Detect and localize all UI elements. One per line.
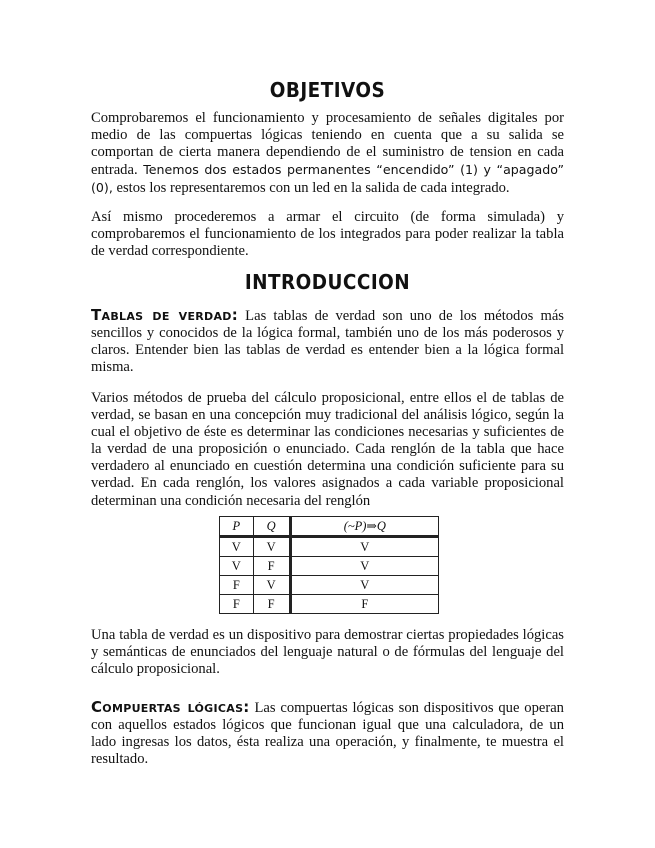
table-cell: V [220,537,254,557]
objetivos-paragraph-1 [91,110,564,197]
table-cell: V [290,576,438,595]
objetivos-heading: OBJETIVOS [269,78,386,102]
compuertas-logicas-lead: Compuertas lógicas: [91,698,250,716]
compuertas-logicas-text: Las compuertas lógicas son dispositivos que operan con aquellos estados lógicos que funcionan igual que una calculadora, de un lado ingresas los datos, ésta realiza una operación, y finalmente, te muestra el resultado. [91,700,564,768]
table-cell: V [290,557,438,576]
objetivos-paragraph-2: Así mismo procederemos a armar el circuito (de forma simulada) y comprobaremos el funcionamiento de los integrados para poder realizar la tabla de verdad correspondiente. [91,209,564,260]
table-cell: V [290,537,438,557]
objetivos-p1-text-b: Tenemos dos estados permanentes “encendido” (1) y “apagado” (0), [91,162,564,196]
metodos-paragraph: Varios métodos de prueba del cálculo proposicional, entre ellos el de tablas de verdad, se basan en una concepción muy tradicional del análisis lógico, según la cual el objetivo de éste es determinar las condiciones necesarias y suficientes de la verdad de una proposición o enunciado. Cada renglón de la tabla que hace verdadero al enunciado en cuestión determina una condición suficiente para su verdad. En cada renglón, los valores asignados a cada variable proposicional determinan una condición necesaria del renglón [91,390,564,509]
table-cell: F [253,595,290,614]
truth-table-header-p: P [220,517,254,537]
table-cell: V [253,576,290,595]
introduccion-heading: INTRODUCCION [244,270,411,294]
dispositivo-paragraph: Una tabla de verdad es un dispositivo para demostrar ciertas propiedades lógicas y semánticas de enunciados del lenguaje natural o de fórmulas del lenguaje del cálculo proposicional. [91,627,564,678]
table-row [220,557,439,576]
objetivos-p1-text-c: estos los representaremos con un led en la salida de cada integrado. [112,180,510,197]
table-row [220,576,439,595]
truth-table-header-row [220,517,439,537]
tablas-de-verdad-lead: Tablas de verdad: [91,306,239,324]
tablas-de-verdad-paragraph [91,307,564,376]
table-row [220,537,439,557]
table-cell: F [290,595,438,614]
truth-table-header-q: Q [253,517,290,537]
table-cell: F [220,576,254,595]
truth-table [219,516,439,614]
compuertas-logicas-paragraph [91,699,564,768]
tablas-de-verdad-text: Las tablas de verdad son uno de los métodos más sencillos y conocidos de la lógica formal, también uno de los más poderosos y claros. Entender bien las tablas de verdad es entender bien a la lógica formal misma. [91,308,564,376]
table-cell: F [253,557,290,576]
table-cell: V [220,557,254,576]
table-cell: V [253,537,290,557]
table-cell: F [220,595,254,614]
objetivos-p1-text-a: Comprobaremos el funcionamiento y procesamiento de señales digitales por medio de las compuertas lógicas teniendo en cuenta que a su salida se comportan de cierta manera dependiendo de el suministro de tension en cada entrada. [91,110,564,179]
truth-table-header-result: (~P)⇒Q [290,517,438,537]
table-row [220,595,439,614]
